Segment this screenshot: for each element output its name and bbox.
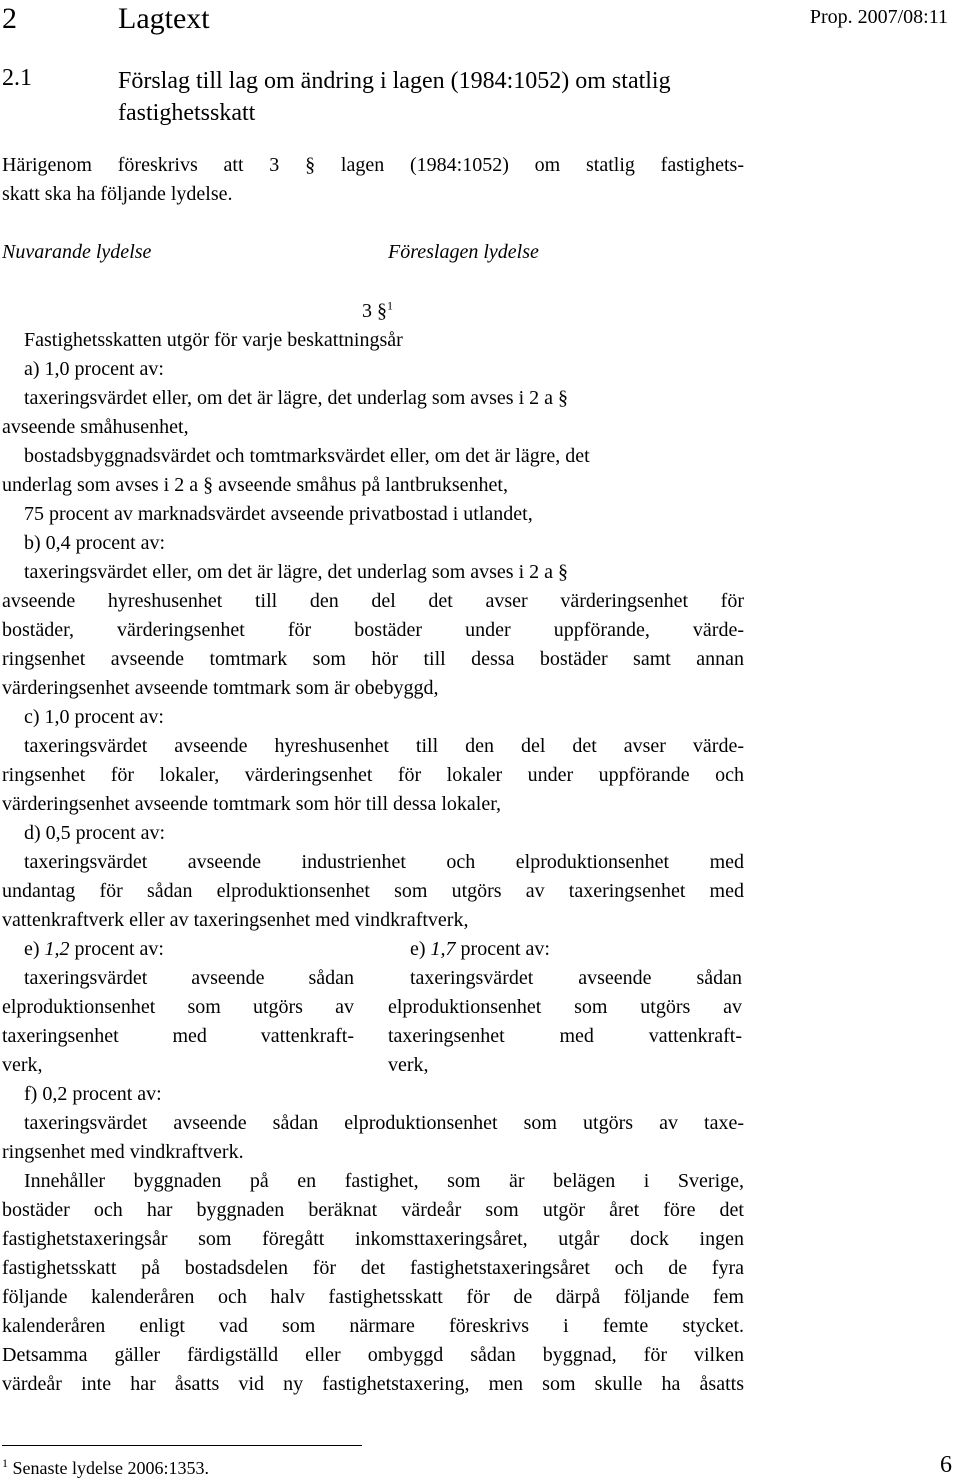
section-number: 2.1 (2, 65, 32, 91)
item-e-suffix: procent av: (69, 938, 164, 960)
item-e-current-rate: 1,2 (44, 938, 70, 960)
body-line: taxeringsvärdet avseende industrienhet och elproduktionsenhet med (24, 851, 744, 873)
body-line: ringsenhet avseende tomtmark som hör till dessa bostäder samt annan (2, 648, 744, 670)
item-a-heading: a) 1,0 procent av: (24, 358, 164, 380)
item-e-current-line: elproduktionsenhet som utgörs av (2, 996, 354, 1018)
body-line: avseende småhusenhet, (2, 416, 189, 438)
item-e-current-line: taxeringsvärdet avseende sådan (24, 967, 354, 989)
chapter-title: Lagtext (118, 2, 210, 35)
body-line: bostadsbyggnadsvärdet och tomtmarksvärdet eller, om det är lägre, det (24, 445, 590, 467)
item-e-current-line: verk, (2, 1054, 43, 1076)
chapter-number: 2 (2, 2, 17, 35)
body-line: ringsenhet för lokaler, värderingsenhet för lokaler under uppförande och (2, 764, 744, 786)
item-c-heading: c) 1,0 procent av: (24, 706, 164, 728)
footnote-divider (2, 1445, 362, 1446)
body-line: fastighetsskatt på bostadsdelen för det fastighetstaxeringsåret och de fyra (2, 1257, 744, 1279)
body-line: värderingsenhet avseende tomtmark som hör till dessa lokaler, (2, 793, 502, 815)
body-line: Innehåller byggnaden på en fastighet, som är belägen i Sverige, (24, 1170, 744, 1192)
body-line: undantag för sådan elproduktionsenhet som utgörs av taxeringsenhet med (2, 880, 744, 902)
proposition-reference: Prop. 2007/08:11 (809, 6, 948, 28)
item-f-heading: f) 0,2 procent av: (24, 1083, 162, 1105)
body-line: värdeår inte har åsatts vid ny fastighetstaxering, men som skulle ha åsatts (2, 1373, 744, 1395)
intro-line: Härigenom föreskrivs att 3 § lagen (1984:1052) om statlig fastighets- (2, 154, 744, 176)
section-title: Förslag till lag om ändring i lagen (1984:1052) om statlig fastighetsskatt (118, 68, 671, 126)
body-line: värderingsenhet avseende tomtmark som är obebyggd, (2, 677, 439, 699)
item-e-prefix: e) (24, 938, 45, 960)
item-e-proposed-line: taxeringsvärdet avseende sådan (410, 967, 742, 989)
footnote-reference: 1 (387, 298, 393, 313)
item-e-proposed-heading (410, 935, 550, 964)
page-number: 6 (940, 1452, 952, 1478)
body-line: Detsamma gäller färdigställd eller ombyggd sådan byggnad, för vilken (2, 1344, 744, 1366)
body-line: taxeringsvärdet eller, om det är lägre, det underlag som avses i 2 a § (24, 561, 569, 583)
body-line: kalenderåren enligt vad som närmare föreskrivs i femte stycket. (2, 1315, 744, 1337)
item-e-proposed-line: elproduktionsenhet som utgörs av (388, 996, 742, 1018)
paragraph-label: 3 § (362, 300, 387, 322)
body-line: taxeringsvärdet avseende hyreshusenhet till den del det avser värde- (24, 735, 744, 757)
item-b-heading: b) 0,4 procent av: (24, 532, 166, 554)
item-e-proposed-line: verk, (388, 1054, 429, 1076)
body-line: avseende hyreshusenhet till den del det avser värderingsenhet för (2, 590, 744, 612)
proposed-wording-heading: Föreslagen lydelse (388, 241, 539, 263)
body-line: vattenkraftverk eller av taxeringsenhet med vindkraftverk, (2, 909, 469, 931)
intro-line: skatt ska ha följande lydelse. (2, 183, 233, 205)
body-line: taxeringsvärdet eller, om det är lägre, det underlag som avses i 2 a § (24, 387, 569, 409)
body-line: 75 procent av marknadsvärdet avseende privatbostad i utlandet, (24, 503, 533, 525)
item-e-proposed-rate: 1,7 (430, 938, 456, 960)
item-e-proposed-line: taxeringsenhet med vattenkraft- (388, 1025, 742, 1047)
item-d-heading: d) 0,5 procent av: (24, 822, 166, 844)
footnote-text: Senaste lydelse 2006:1353. (12, 1458, 209, 1478)
body-line: bostäder och har byggnaden beräknat värdeår som utgör året före det (2, 1199, 744, 1221)
body-line: följande kalenderåren och halv fastighetsskatt för de därpå följande fem (2, 1286, 744, 1308)
body-line: taxeringsvärdet avseende sådan elproduktionsenhet som utgörs av taxe- (24, 1112, 744, 1134)
footnote-number: 1 (2, 1456, 8, 1470)
body-line: ringsenhet med vindkraftverk. (2, 1141, 244, 1163)
body-line: fastighetstaxeringsår som föregått inkomsttaxeringsåret, utgår dock ingen (2, 1228, 744, 1250)
paragraph-heading (362, 297, 393, 326)
footnote (2, 1458, 209, 1479)
body-line: Fastighetsskatten utgör för varje beskattningsår (24, 329, 403, 351)
current-wording-heading: Nuvarande lydelse (2, 241, 152, 263)
item-e-prefix: e) (410, 938, 431, 960)
body-line: underlag som avses i 2 a § avseende småhus på lantbruksenhet, (2, 474, 508, 496)
body-line: bostäder, värderingsenhet för bostäder under uppförande, värde- (2, 619, 744, 641)
item-e-current-heading (24, 935, 164, 964)
item-e-current-line: taxeringsenhet med vattenkraft- (2, 1025, 354, 1047)
item-e-suffix: procent av: (455, 938, 550, 960)
